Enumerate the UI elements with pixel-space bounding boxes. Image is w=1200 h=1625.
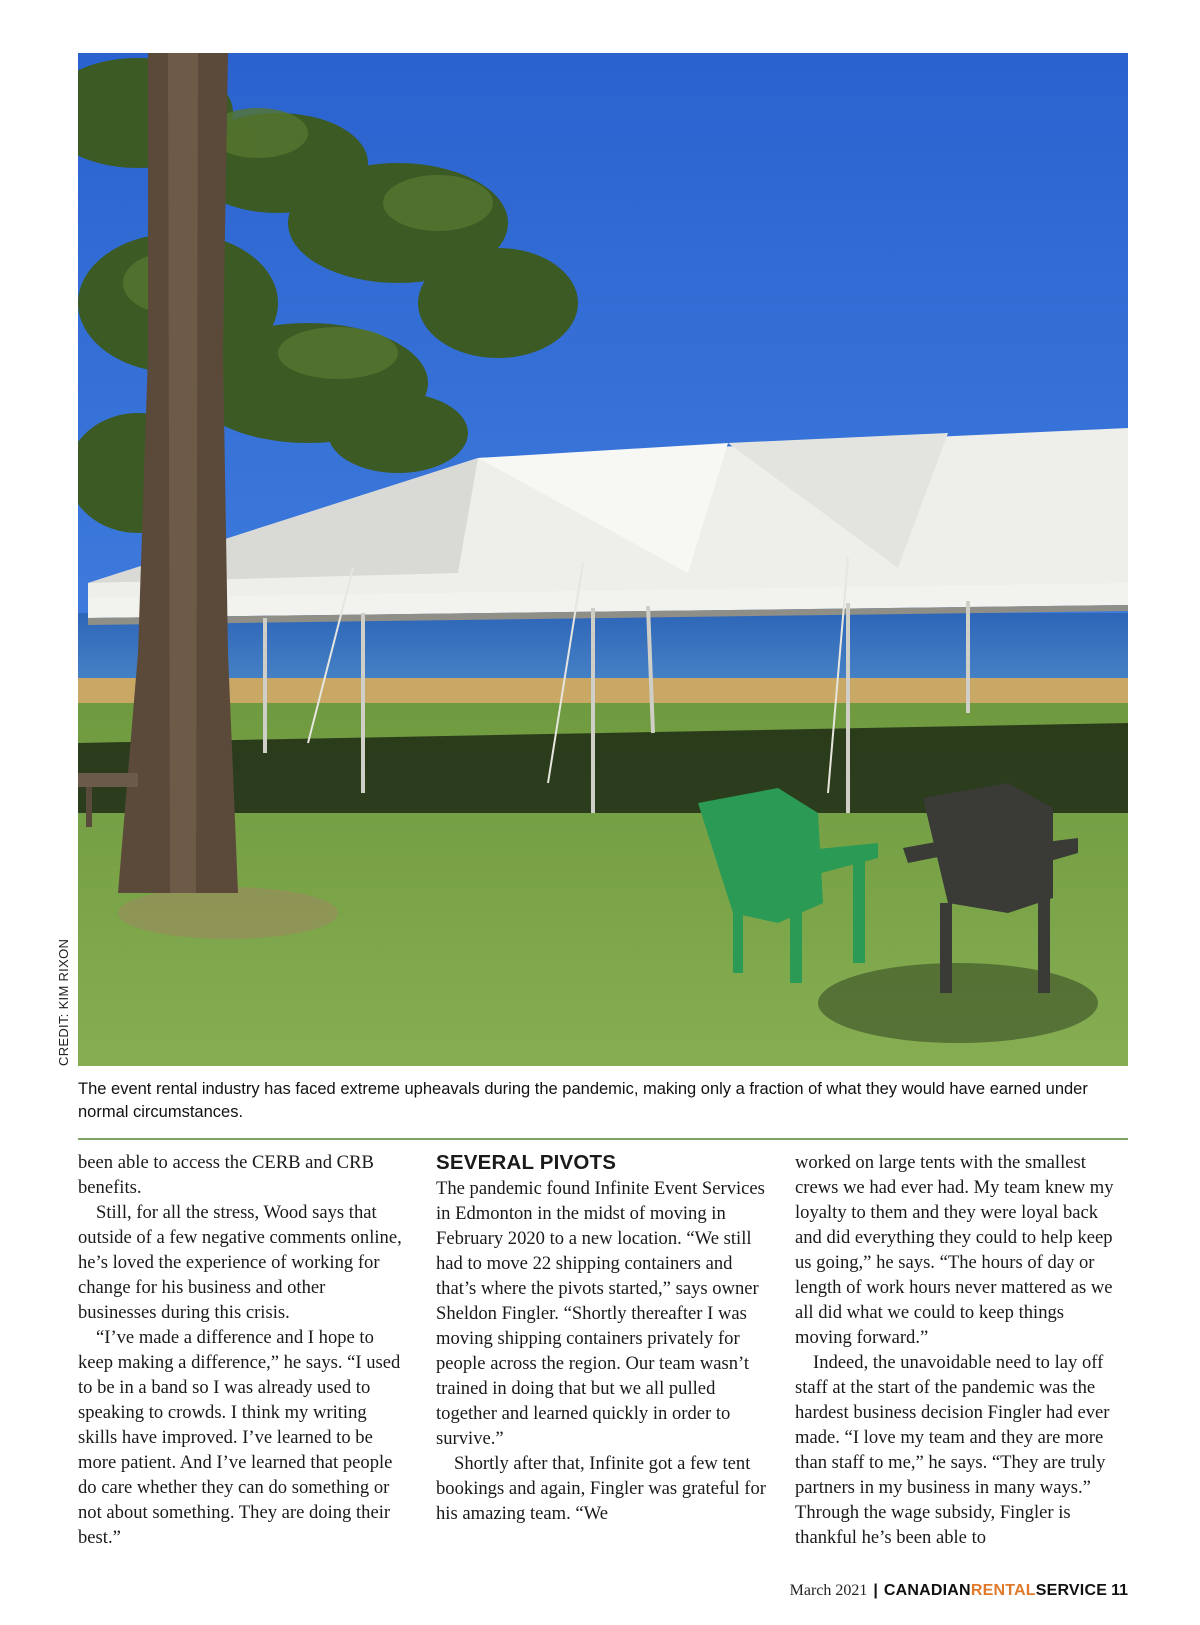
magazine-brand [884, 1582, 1107, 1599]
photo-illustration [78, 53, 1128, 1066]
section-heading: SEVERAL PIVOTS [436, 1151, 617, 1174]
caption-divider [78, 1138, 1128, 1140]
paragraph: The pandemic found Infinite Event Services in Edmonton in the midst of moving in February 2020 to a new location. “We still had to move 22 shipping containers and that’s where the pivots started,” says owner Sheldon Fingler. “Shortly thereafter I was moving shipping containers privately for people across the region. Our team wasn’t trained in doing that but we all pulled together and learned quickly in order to survive.” [436, 1178, 765, 1449]
brand-word-canadian: CANADIAN [883, 1582, 971, 1599]
page-footer [790, 1582, 1128, 1600]
page-number: 11 [1111, 1582, 1128, 1599]
paragraph: “I’ve made a difference and I hope to keep making a difference,” he says. “I used to be in a band so I was already used to speaking to crowds. I think my writing skills have improved. I’ve learned to be more patient. And I’ve learned that people do care whether they can do something or not about something. They are doing their best.” [78, 1327, 401, 1548]
paragraph: Indeed, the unavoidable need to lay off staff at the start of the pandemic was the hardest business decision Fingler had ever made. “I love my team and they are more than staff to me,” he says. “They are truly partners in my business in many ways.” Through the wage subsidy, Fingler is thankful he’s been able to [795, 1352, 1110, 1548]
paragraph: Shortly after that, Infinite got a few tent bookings and again, Fingler was grateful for his amazing team. “We [436, 1453, 766, 1524]
article-column-3 [795, 1150, 1125, 1550]
brand-word-service: SERVICE [1035, 1582, 1108, 1599]
photo-caption: The event rental industry has faced extreme upheavals during the pandemic, making only a fraction of what they would have earned under normal circumstances. [78, 1080, 1088, 1121]
brand-word-rental: RENTAL [970, 1582, 1036, 1599]
footer-separator: | [873, 1582, 878, 1599]
paragraph: worked on large tents with the smallest crews we had ever had. My team knew my loyalty to them and they were loyal back and did everything they could to help keep us going,” he says. “The hours of day or length of work hours never mattered as we all did what we could to keep things moving forward.” [795, 1152, 1114, 1348]
article-column-1 [78, 1150, 408, 1550]
article-column-2 [436, 1150, 766, 1526]
photo-credit: CREDIT: KIM RIXON [56, 938, 71, 1066]
lakeside-tent-photo [78, 53, 1128, 1066]
paragraph: been able to access the CERB and CRB benefits. [78, 1152, 374, 1198]
paragraph: Still, for all the stress, Wood says that outside of a few negative comments online, he’s loved the experience of working for change for his business and other businesses during this crisis. [78, 1202, 402, 1323]
issue-date: March 2021 [789, 1582, 868, 1599]
